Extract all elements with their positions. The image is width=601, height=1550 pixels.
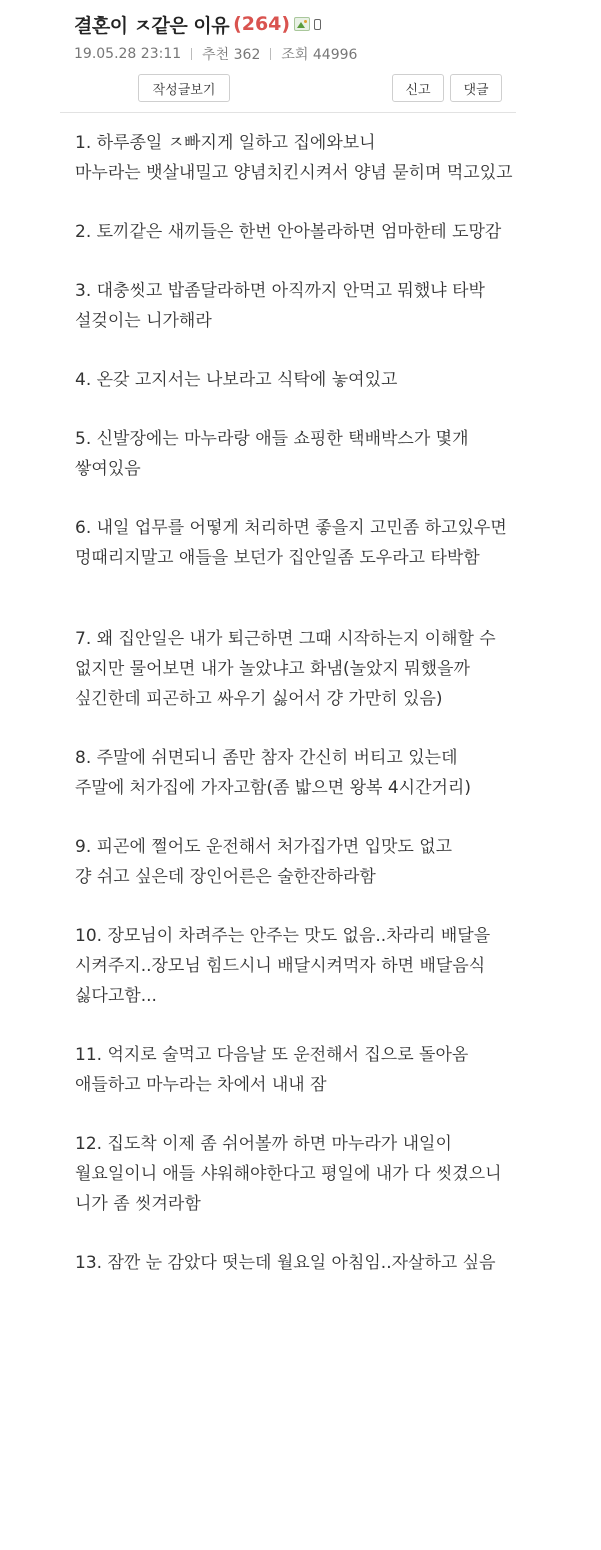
post-header [0, 0, 601, 118]
title-row [74, 10, 601, 38]
body-line: 9. 피곤에 쩔어도 운전해서 처가집가면 입맛도 없고 [75, 837, 453, 857]
view-count: 조회 44996 [281, 47, 358, 63]
body-line: 설겆이는 니가해라 [75, 311, 212, 331]
post-date: 19.05.28 23:11 [74, 46, 182, 62]
author-posts-button[interactable]: 작성글보기 [138, 74, 230, 102]
body-line: 6. 내일 업무를 어떻게 처리하면 좋을지 고민좀 하고있우면 [75, 518, 507, 538]
body-line: 2. 토끼같은 새끼들은 한번 안아볼라하면 엄마한테 도망감 [75, 222, 502, 242]
body-line: 7. 왜 집안일은 내가 퇴근하면 그때 시작하는지 이해할 수 없지만 물어보면 내가 놀았냐고 화냄(놀았지 뭐했을까 싶긴한데 피곤하고 싸우기 싫어서 걍 가만히 있음) [75, 629, 496, 709]
post-body [75, 128, 515, 1278]
body-line: 주말에 처가집에 가자고함(좀 밟으면 왕복 4시간거리) [75, 778, 471, 798]
body-line: 걍 쉬고 싶은데 장인어른은 술한잔하라함 [75, 867, 376, 887]
body-line: 3. 대충씻고 밥좀달라하면 아직까지 안먹고 뭐했냐 타박 [75, 281, 485, 301]
mobile-icon [314, 19, 321, 30]
post-title: 결혼이 ㅈ같은 이유 [74, 14, 230, 37]
action-bar [74, 74, 601, 108]
body-line: 1. 하루종일 ㅈ빠지게 일하고 집에와보니 [75, 133, 376, 153]
meta-divider [270, 48, 271, 60]
report-button[interactable]: 신고 [392, 74, 444, 102]
comment-button[interactable]: 댓글 [450, 74, 502, 102]
body-line: 4. 온갖 고지서는 나보라고 식탁에 놓여있고 [75, 370, 398, 390]
comment-count[interactable]: (264) [233, 13, 291, 35]
body-line: 마누라는 뱃살내밀고 양념치킨시켜서 양념 묻히며 먹고있고 [75, 163, 513, 183]
header-divider [60, 112, 516, 113]
body-line: 12. 집도착 이제 좀 쉬어볼까 하면 마누라가 내일이 월요일이니 애들 샤워해야한다고 평일에 내가 다 씻겼으니 니가 좀 씻겨라함 [75, 1134, 502, 1214]
meta-divider [191, 48, 192, 60]
image-attached-icon [294, 17, 310, 31]
body-line: 8. 주말에 쉬면되니 좀만 참자 간신히 버티고 있는데 [75, 748, 458, 768]
body-line: 11. 억지로 술먹고 다음날 또 운전해서 집으로 돌아옴 [75, 1045, 469, 1065]
body-line: 13. 잠깐 눈 감았다 떳는데 월요일 아침임..자살하고 싶음 [75, 1253, 496, 1273]
body-line: 멍때리지말고 애들을 보던가 집안일좀 도우라고 타박함 [75, 548, 480, 568]
post-meta [74, 44, 601, 64]
recommend-count: 추천 362 [202, 47, 261, 63]
body-line: 5. 신발장에는 마누라랑 애들 쇼핑한 택배박스가 몇개 쌓여있음 [75, 429, 469, 479]
body-line: 10. 장모님이 차려주는 안주는 맛도 없음..차라리 배달을 시켜주지..장모님 힘드시니 배달시켜먹자 하면 배달음식 싫다고함... [75, 926, 491, 1006]
body-line: 애들하고 마누라는 차에서 내내 잠 [75, 1075, 327, 1095]
